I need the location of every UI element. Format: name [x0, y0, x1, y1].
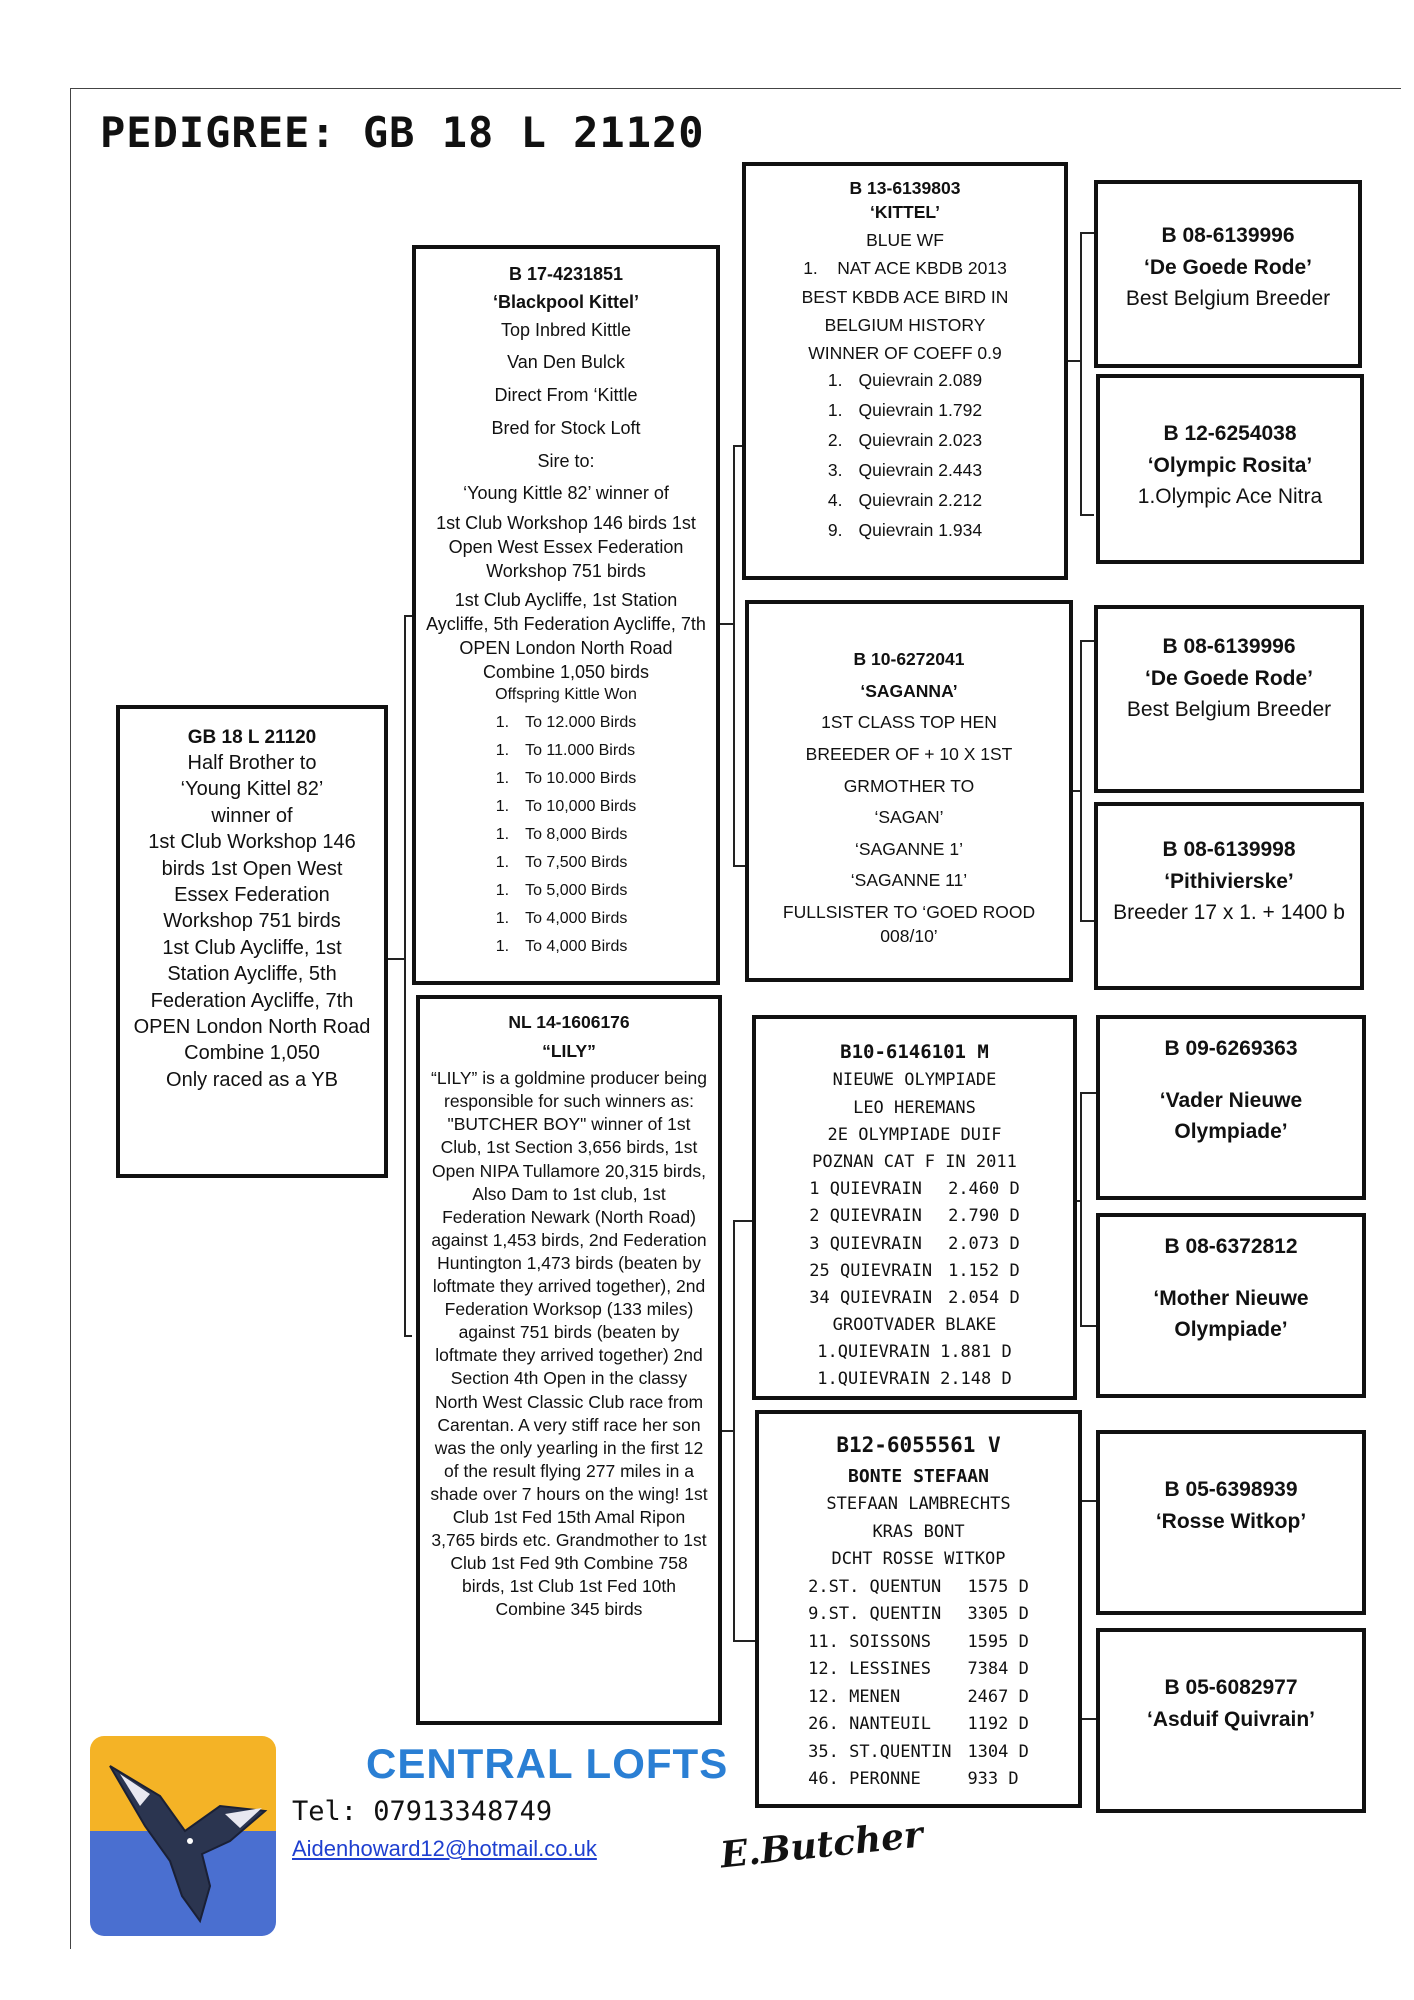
ds-line: 1.QUIEVRAIN 1.881 D: [817, 1342, 1012, 1363]
sd-ring: B 10-6272041: [853, 649, 965, 669]
subject-line: Half Brother to: [187, 752, 317, 775]
gg-note: Breeder 17 x 1. + 1400 b: [1113, 901, 1345, 924]
gg-note: Best Belgium Breeder: [1125, 287, 1331, 310]
sire-line: Sire to:: [537, 450, 595, 471]
sd-line: BREEDER OF + 10 X 1ST: [805, 743, 1013, 764]
sire-win-row: 1. To 10.000 Birds: [495, 770, 637, 788]
connector-line: [1080, 640, 1082, 922]
dd-result-row: 2.ST. QUENTUN 1575 D: [808, 1576, 1029, 1597]
gg-name: ‘Rosse Witkop’: [1155, 1509, 1307, 1533]
phone-number: Tel: 07913348749: [292, 1796, 553, 1827]
connector-line: [733, 445, 735, 867]
dd-name: BONTE STEFAAN: [848, 1466, 989, 1488]
sire-sire-box: [742, 162, 1068, 580]
ss-line: BEST KBDB ACE BIRD IN: [801, 286, 1009, 307]
gg-name: ‘Pithivierske’: [1164, 869, 1294, 893]
ds-result-row: 1 QUIEVRAIN 2.460 D: [809, 1179, 1020, 1200]
gg-name: ‘De Goede Rode’: [1144, 666, 1314, 690]
sire-win-row: 1. To 4,000 Birds: [495, 938, 628, 956]
connector-line: [1080, 640, 1094, 642]
ss-ring: B 13-6139803: [849, 178, 961, 198]
gg-name: ‘Vader Nieuwe Olympiade’: [1159, 1088, 1303, 1143]
ds-line: NIEUWE OLYMPIADE: [832, 1070, 997, 1091]
sire-ring: B 17-4231851: [508, 264, 624, 284]
dd-line: KRAS BONT: [872, 1521, 965, 1542]
gg-note: 1.Olympic Ace Nitra: [1137, 485, 1323, 508]
gg-box-2: [1096, 374, 1364, 564]
sire-box: [412, 245, 720, 985]
subject-line: winner of: [211, 804, 293, 827]
gg-box-8: [1096, 1628, 1366, 1813]
dam-name: “LILY”: [542, 1041, 596, 1062]
email-link[interactable]: Aidenhoward12@hotmail.co.uk: [292, 1836, 597, 1861]
sire-line: Offspring Kittle Won: [495, 686, 637, 704]
connector-line: [733, 1220, 735, 1640]
pigeon-logo-icon: [90, 1736, 276, 1936]
ds-result-row: 25 QUIEVRAIN 1.152 D: [809, 1260, 1020, 1281]
sire-win-row: 1. To 5,000 Birds: [495, 882, 628, 900]
ss-results: [828, 365, 982, 546]
ds-line: LEO HEREMANS: [853, 1097, 976, 1118]
subject-box: [116, 705, 388, 1178]
gg-ring: B 05-6082977: [1164, 1676, 1298, 1699]
dd-result-row: 12. MENEN 2467 D: [808, 1686, 1029, 1707]
ds-results: [809, 1176, 1019, 1312]
sd-name: ‘SAGANNA’: [860, 680, 958, 701]
subject-line: Only raced as a YB: [166, 1068, 338, 1091]
connector-line: [1080, 1092, 1082, 1327]
ds-line: 2E OLYMPIADE DUIF: [827, 1124, 1002, 1145]
ss-result-row: 4. Quievrain 2.212: [827, 490, 983, 511]
sire-line: 1st Club Workshop 146 birds 1st Open West Essex Federation Workshop 751 birds: [436, 513, 696, 581]
subject-line: 1st Club Aycliffe, 1st Station Aycliffe, 5th Federation Aycliffe, 7th OPEN London North Road Combine 1,050: [133, 936, 371, 1065]
connector-line: [1080, 1325, 1096, 1327]
sire-dam-box: [745, 600, 1073, 982]
sd-line: ‘SAGANNE 11’: [850, 870, 968, 891]
ds-result-row: 34 QUIEVRAIN 2.054 D: [809, 1287, 1020, 1308]
brand-name: CENTRAL LOFTS: [366, 1740, 729, 1787]
dam-box: [416, 995, 722, 1725]
connector-line: [1080, 920, 1094, 922]
gg-name: ‘Asduif Quivrain’: [1146, 1707, 1316, 1731]
gg-box-5: [1096, 1015, 1366, 1200]
dd-result-row: 12. LESSINES 7384 D: [808, 1659, 1029, 1680]
sire-line: Direct From ‘Kittle: [494, 385, 638, 405]
connector-line: [404, 1335, 412, 1337]
ss-line: BLUE WF: [866, 230, 944, 251]
connector-line: [1080, 1500, 1096, 1502]
gg-box-7: [1096, 1430, 1366, 1615]
dd-result-row: 9.ST. QUENTIN 3305 D: [808, 1604, 1029, 1625]
dam-description: “LILY” is a goldmine producer being responsible for such winners as: "BUTCHER BOY" winner of 1st Club, 1st Section 3,656 birds, 1st Open NIPA Tullamore 20,315 birds, Also Dam to 1st club, 1st Federation Newark (North Road) against 1,453 birds, 2nd Federation Huntington 1,473 birds (beaten by loftmate they arrived together), 2nd Federation Worksop (133 miles) against 751 birds (beaten by loftmate they arrived together) 2nd Section 4th Open in the classy North West Classic Club race from Carentan. A very stiff race her son was the only yearling in the first 12 of the result flying 277 miles in a shade over 7 hours on the wing! 1st Club 1st Fed 15th Amal Ripon 3,765 birds etc. Grandmother to 1st Club 1st Fed 9th Combine 758 birds, 1st Club 1st Fed 10th Combine 345 birds: [430, 1068, 708, 1620]
dd-result-row: 11. SOISSONS 1595 D: [808, 1631, 1029, 1652]
gg-name: ‘Mother Nieuwe Olympiade’: [1153, 1286, 1309, 1341]
ss-result-row: 3. Quievrain 2.443: [827, 460, 983, 481]
ds-line: GROOTVADER BLAKE: [832, 1315, 997, 1336]
dam-ring: NL 14-1606176: [508, 1012, 630, 1032]
sire-win-row: 1. To 11.000 Birds: [495, 742, 636, 760]
sire-wins: [496, 709, 637, 961]
ds-result-row: 2 QUIEVRAIN 2.790 D: [809, 1206, 1020, 1227]
sire-win-row: 1. To 12.000 Birds: [495, 714, 637, 732]
connector-line: [1080, 232, 1094, 234]
connector-line: [733, 1640, 755, 1642]
ss-result-row: 2. Quievrain 2.023: [827, 430, 983, 451]
connector-line: [1080, 514, 1094, 516]
dd-line: DCHT ROSSE WITKOP: [831, 1549, 1006, 1570]
dd-result-row: 35. ST.QUENTIN 1304 D: [808, 1741, 1029, 1762]
ss-result-row: 1. Quievrain 1.792: [827, 400, 983, 421]
connector-line: [404, 615, 406, 1335]
gg-box-6: [1096, 1213, 1366, 1398]
sire-line: Van Den Bulck: [507, 352, 625, 373]
ss-line: 1. NAT ACE KBDB 2013: [803, 258, 1007, 279]
gg-ring: B 09-6269363: [1164, 1037, 1298, 1060]
sd-line: FULLSISTER TO ‘GOED ROOD 008/10’: [782, 902, 1036, 946]
gg-ring: B 08-6139996: [1162, 635, 1296, 658]
page-title: PEDIGREE: GB 18 L 21120: [100, 108, 705, 157]
connector-line: [1080, 1092, 1096, 1094]
connector-line: [404, 615, 412, 617]
ss-line: BELGIUM HISTORY: [824, 314, 986, 335]
sire-win-row: 1. To 10,000 Birds: [495, 798, 637, 816]
gg-ring: B 08-6139998: [1162, 838, 1296, 861]
dam-sire-box: [752, 1015, 1077, 1400]
sire-win-row: 1. To 7,500 Birds: [495, 854, 628, 872]
sire-line: 1st Club Aycliffe, 1st Station Aycliffe, 5th Federation Aycliffe, 7th OPEN London North Road Combine 1,050 birds: [426, 590, 706, 682]
dd-result-row: 26. NANTEUIL 1192 D: [808, 1714, 1029, 1735]
gg-ring: B 08-6139996: [1161, 224, 1295, 247]
ds-result-row: 3 QUIEVRAIN 2.073 D: [809, 1233, 1020, 1254]
ds-line: 1.QUIEVRAIN 2.148 D: [817, 1369, 1012, 1390]
sd-line: ‘SAGAN’: [874, 807, 944, 828]
sd-line: 1ST CLASS TOP HEN: [821, 712, 997, 733]
connector-line: [1080, 1718, 1096, 1720]
gg-ring: B 05-6398939: [1164, 1478, 1298, 1501]
connector-line: [1080, 232, 1082, 516]
sire-line: Top Inbred Kittle: [500, 319, 632, 340]
sire-win-row: 1. To 4,000 Birds: [495, 910, 628, 928]
gg-box-3: [1094, 605, 1364, 793]
gg-note: Best Belgium Breeder: [1126, 698, 1332, 721]
ss-result-row: 9. Quievrain 1.934: [827, 520, 983, 541]
subject-ring: GB 18 L 21120: [187, 727, 317, 748]
gg-box-4: [1094, 802, 1364, 990]
ds-ring: B10-6146101 M: [840, 1041, 989, 1063]
sire-name: ‘Blackpool Kittel’: [492, 291, 640, 312]
subject-line: ‘Young Kittel 82’: [180, 778, 324, 801]
sd-line: GRMOTHER TO: [843, 775, 975, 796]
gg-ring: B 12-6254038: [1163, 422, 1297, 445]
ss-name: ‘KITTEL’: [870, 202, 940, 223]
ss-line: WINNER OF COEFF 0.9: [808, 342, 1002, 363]
dd-result-row: 46. PERONNE 933 D: [808, 1769, 1019, 1790]
sire-win-row: 1. To 8,000 Birds: [495, 826, 628, 844]
gg-name: ‘De Goede Rode’: [1143, 255, 1313, 279]
dd-ring: B12-6055561 V: [836, 1433, 1001, 1457]
gg-box-1: [1094, 180, 1362, 368]
subject-line: 1st Club Workshop 146 birds 1st Open West Essex Federation Workshop 751 birds: [148, 831, 356, 933]
gg-name: ‘Olympic Rosita’: [1147, 453, 1313, 477]
dd-line: STEFAAN LAMBRECHTS: [826, 1494, 1011, 1515]
sd-line: ‘SAGANNE 1’: [855, 838, 963, 859]
signature: E.Butcher: [718, 1813, 925, 1877]
ss-result-row: 1. Quievrain 2.089: [827, 369, 983, 390]
sire-line: ‘Young Kittle 82’ winner of: [463, 483, 669, 504]
ds-line: POZNAN CAT F IN 2011: [812, 1151, 1017, 1172]
gg-ring: B 08-6372812: [1164, 1235, 1298, 1258]
sire-line: Bred for Stock Loft: [491, 417, 641, 438]
